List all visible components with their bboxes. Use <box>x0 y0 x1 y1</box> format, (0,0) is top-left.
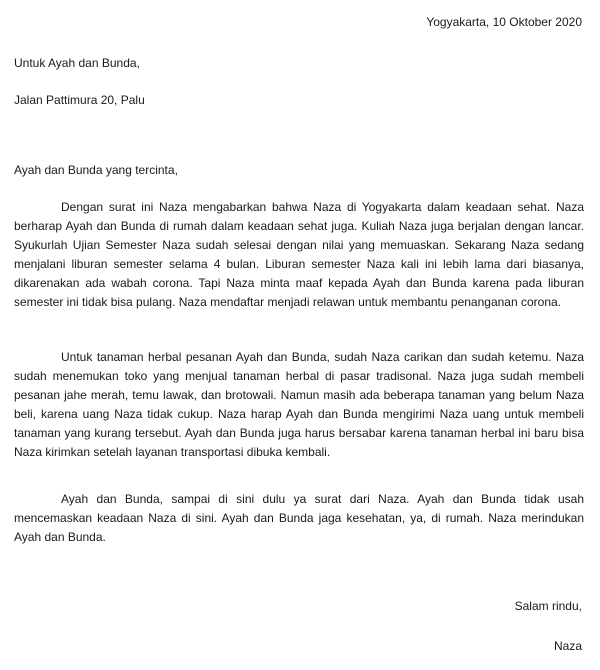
place-date: Yogyakarta, 10 Oktober 2020 <box>426 15 582 29</box>
salutation: Ayah dan Bunda yang tercinta, <box>14 163 178 177</box>
body-paragraph-2: Untuk tanaman herbal pesanan Ayah dan Bunda, sudah Naza carikan dan sudah ketemu. Naza sudah menemukan toko yang menjual tanaman herbal di pasar tradisonal. Naza juga sudah membeli pesanan jahe merah, temu lawak, dan brotowali. Namun masih ada beberapa tanaman yang belum Naza beli, karena uang Naza tidak cukup. Naza harap Ayah dan Bunda mengirimi Naza uang untuk membeli tanaman yang kurang tersebut. Ayah dan Bunda juga harus bersabar karena tanaman herbal ini baru bisa Naza kirimkan setelah layanan transportasi dibuka kembali. <box>14 350 584 459</box>
closing: Salam rindu, <box>514 599 582 613</box>
signature: Naza <box>553 639 582 653</box>
recipient-line: Untuk Ayah dan Bunda, <box>14 56 140 70</box>
body-paragraph-3: Ayah dan Bunda, sampai di sini dulu ya surat dari Naza. Ayah dan Bunda tidak usah mencemaskan keadaan Naza di sini. Ayah dan Bunda jaga kesehatan, ya, di rumah. Naza merindukan Ayah dan Bunda. <box>14 492 584 544</box>
body-paragraph-1: Dengan surat ini Naza mengabarkan bahwa Naza di Yogyakarta dalam keadaan sehat. Naza berharap Ayah dan Bunda di rumah dalam keadaan sehat juga. Kuliah Naza juga berjalan dengan lancar. Syukurlah Ujian Semester Naza sudah selesai dengan nilai yang memuaskan. Sekarang Naza sedang menjalani liburan semester selama 4 bulan. Liburan semester Naza kali ini lebih lama dari biasanya, dikarenakan ada wabah corona. Tapi Naza minta maaf kepada Ayah dan Bunda karena pada liburan semester ini tidak bisa pulang. Naza mendaftar menjadi relawan untuk membantu penanganan corona. <box>14 200 584 309</box>
address-line: Jalan Pattimura 20, Palu <box>14 93 145 107</box>
